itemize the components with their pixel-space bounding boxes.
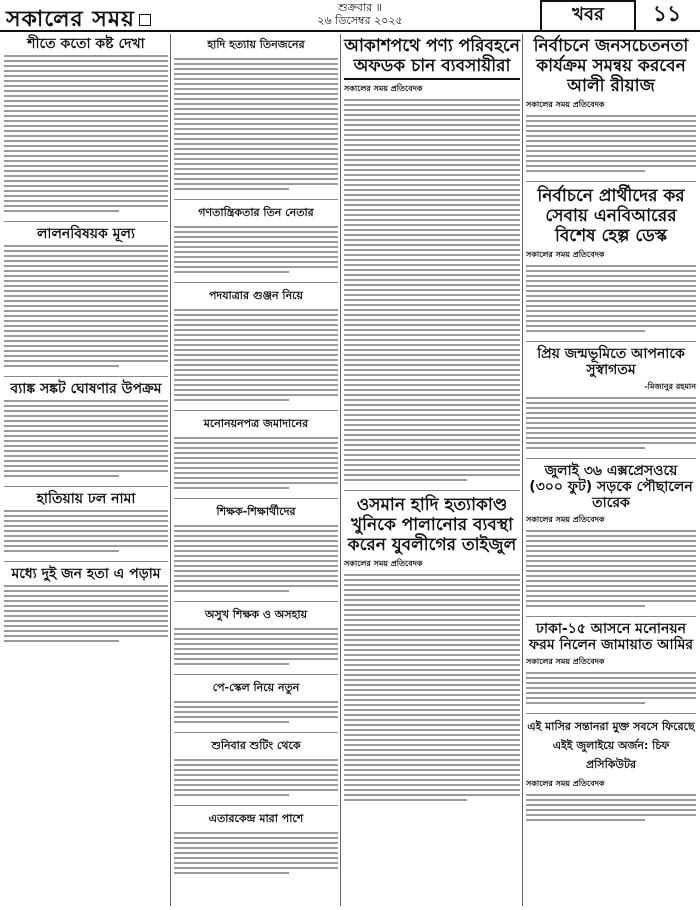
story xyxy=(526,463,696,617)
headline: ওসমান হাদি হত্যাকাণ্ড খুনিকে পালানোর ব্যবস্থা করেন যুবলীগের তাইজুল xyxy=(347,495,517,555)
story xyxy=(174,810,338,883)
story-body xyxy=(344,99,520,481)
story-body xyxy=(526,397,696,449)
column-4 xyxy=(526,34,696,906)
headline: এই মাসির সন্তানরা মুক্ত সবসে ফিরেছে এইই জুলাইয়ে অর্জন: চিফ প্রসিকিউটর xyxy=(527,720,695,771)
story-body xyxy=(4,510,168,552)
story xyxy=(174,415,338,499)
day: শুক্রবার ॥ xyxy=(338,1,382,14)
dateline xyxy=(240,1,480,27)
column-1 xyxy=(4,34,168,906)
headline: ব্যাঙ্ক সঙ্কট ঘোষণার উপক্রম xyxy=(10,381,162,397)
story xyxy=(344,495,520,810)
story xyxy=(4,491,168,562)
story xyxy=(526,346,696,459)
story xyxy=(526,621,696,714)
headline: শুনিবার শুটিং থেকে xyxy=(211,739,301,752)
headline: পে-স্কেল নিয়ে নতুন xyxy=(212,681,300,694)
story xyxy=(4,381,168,487)
story xyxy=(526,36,696,182)
story xyxy=(4,226,168,377)
story xyxy=(174,737,338,806)
story-body xyxy=(4,585,168,642)
headline: প্রিয় জন্মভূমিতে আপনাকে সুস্বাগতম xyxy=(537,346,685,378)
story xyxy=(174,287,338,411)
story xyxy=(174,204,338,283)
headline: মধ্যে দুই জন হতা এ পড়াম xyxy=(11,566,161,582)
story-body xyxy=(174,628,338,665)
column-2 xyxy=(174,34,338,906)
headline: অসুখ শিক্ষক ও অসহায় xyxy=(204,608,308,621)
byline: সকালের সময় প্রতিবেদক xyxy=(344,559,423,568)
headline: লালনবিষয়ক মূল্য xyxy=(37,226,135,242)
headline: ঢাকা-১৫ আসনে মনোনয়ন ফরম নিলেন জামায়াত আমির xyxy=(528,621,694,653)
story-body xyxy=(526,115,696,172)
headline: শীতে কতো কষ্ট দেখা xyxy=(27,36,145,52)
story-body xyxy=(174,437,338,489)
byline: সকালের সময় প্রতিবেদক xyxy=(526,250,605,259)
masthead-ornament-icon xyxy=(139,14,151,26)
story xyxy=(526,186,696,342)
story-body xyxy=(174,58,338,190)
story-body xyxy=(174,701,338,723)
story-body xyxy=(174,309,338,401)
headline: নির্বাচনে প্রার্থীদের কর সেবায় এনবিআরের বিশেষ হেল্প ডেস্ক xyxy=(537,186,685,246)
column-divider xyxy=(170,34,171,906)
story-body xyxy=(344,574,520,801)
story-body xyxy=(4,245,168,367)
story xyxy=(174,679,338,733)
story-body xyxy=(4,55,168,212)
story xyxy=(174,606,338,675)
story-body xyxy=(174,226,338,273)
story xyxy=(344,36,520,491)
byline: -মিজানুর রহমান xyxy=(644,382,696,391)
story-body xyxy=(4,400,168,477)
headline: নির্বাচনে জনসচেতনতা কার্যক্রম সমন্বয় করবেন আলী রীয়াজ xyxy=(533,36,689,96)
byline: সকালের সময় প্রতিবেদক xyxy=(526,657,605,666)
date: ২৬ ডিসেম্বর ২০২৫ xyxy=(317,14,403,27)
story-body xyxy=(174,832,338,874)
story-body xyxy=(174,525,338,592)
headline: জুলাই ৩৬ এক্সপ্রেসওয়ে (৩০০ ফুট) সড়কে পৌছালেন তারেক xyxy=(529,463,693,511)
headline: শিক্ষক-শিক্ষার্থীদের xyxy=(216,505,296,518)
story-body xyxy=(526,265,696,332)
byline: সকালের সময় প্রতিবেদক xyxy=(344,84,423,93)
column-divider xyxy=(340,34,341,906)
masthead xyxy=(0,0,700,32)
headline: হাদি হত্যায় তিনজনের xyxy=(207,38,305,51)
paper-name: সকালের সময় xyxy=(6,2,151,39)
story xyxy=(4,566,168,651)
story xyxy=(174,503,338,602)
byline: সকালের সময় প্রতিবেদক xyxy=(526,779,605,788)
headline: হাতিয়ায় ঢল নামা xyxy=(36,491,136,507)
headline: আকাশপথে পণ্য পরিবহনে অফডক চান ব্যবসায়ীরা xyxy=(344,36,520,80)
story-body xyxy=(526,794,696,821)
story xyxy=(4,36,168,222)
headline: এতারকেন্দ্র মারা পাশে xyxy=(208,812,304,825)
page-number: ১১ xyxy=(652,2,682,27)
story xyxy=(526,718,696,830)
headline: মনোনয়নপত্র জমাদানের xyxy=(203,417,309,430)
story xyxy=(174,36,338,200)
story-body xyxy=(526,672,696,704)
story-body xyxy=(174,759,338,796)
column-divider xyxy=(522,34,523,906)
story-body xyxy=(526,530,696,607)
headline: পদযাত্রার গুঞ্জন নিয়ে xyxy=(208,289,304,302)
byline: সকালের সময় প্রতিবেদক xyxy=(526,100,605,109)
column-3 xyxy=(344,34,520,906)
byline: সকালের সময় প্রতিবেদক xyxy=(526,515,605,524)
headline: গণতান্ত্রিকতার তিন নেতার xyxy=(198,206,314,219)
section-label: খবর xyxy=(540,0,636,32)
